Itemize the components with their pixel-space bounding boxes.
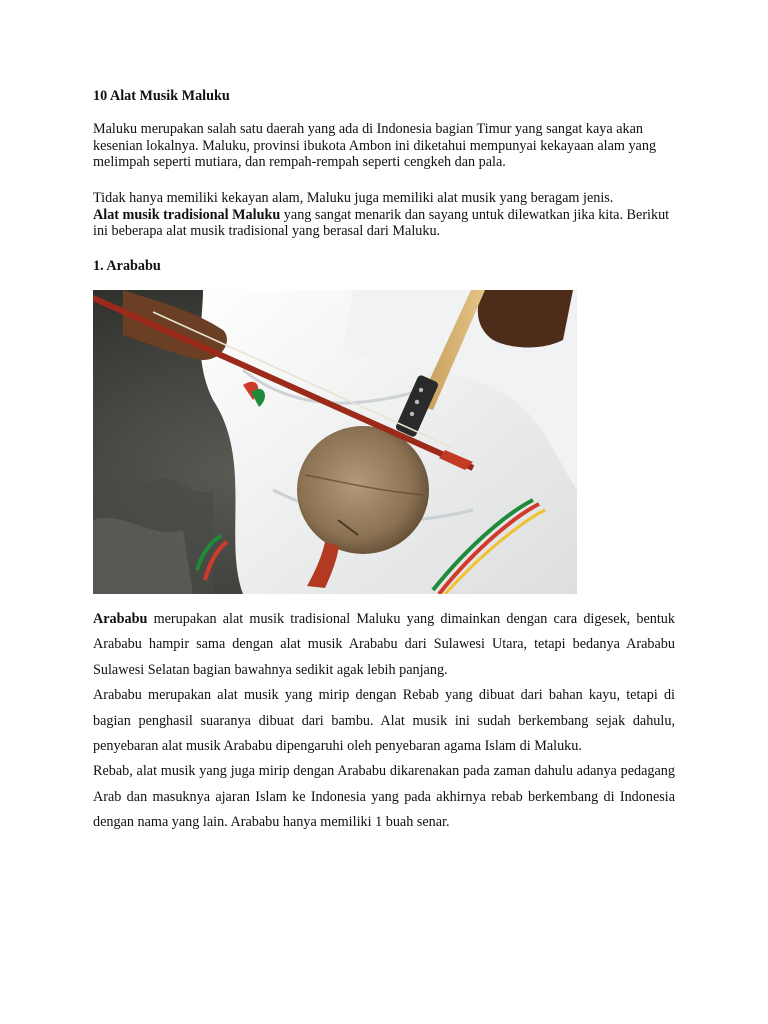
second-paragraph-line1: Tidak hanya memiliki kekayan alam, Maluku juga memiliki alat musik yang beragam jenis. xyxy=(93,190,614,206)
description-paragraph-2: Arababu merupakan alat musik yang mirip dengan Rebab yang dibuat dari bahan kayu, tetapi di bagian penghasil suaranya dibuat dari bambu. Alat musik ini sudah berkembang sejak dahulu, penyebaran alat musik Arababu dipengaruhi oleh penyebaran agama Islam di Maluku. xyxy=(93,687,675,755)
second-paragraph-bold: Alat musik tradisional Maluku xyxy=(93,206,281,223)
second-paragraph-rest: yang sangat menarik dan sayang untuk dilewatkan jika kita. Berikut ini beberapa alat musik tradisional yang berasal dari Maluku. xyxy=(93,206,670,240)
arababu-description xyxy=(93,607,675,836)
document-title: 10 Alat Musik Maluku xyxy=(93,88,230,104)
arababu-photo xyxy=(93,290,577,594)
description-p1-text: merupakan alat musik tradisional Maluku yang dimainkan dengan cara digesek, bentuk Arababu hampir sama dengan alat musik Arababu dari Sulawesi Utara, tetapi bedanya Arababu Sulawesi Selatan bagian bawahnya sedikit agak lebih panjang. xyxy=(93,611,675,678)
section-heading-arababu: 1. Arababu xyxy=(93,258,161,274)
intro-paragraph: Maluku merupakan salah satu daerah yang ada di Indonesia bagian Timur yang sangat kaya akan kesenian lokalnya. Maluku, provinsi ibukota Ambon ini diketahui mempunyai kekayaan alam yang melimpah seperti mutiara, dan rempah-rempah seperti cengkeh dan pala. xyxy=(93,121,657,171)
second-paragraph xyxy=(93,190,675,240)
description-bold-term: Arababu xyxy=(93,611,148,627)
description-paragraph-3: Rebab, alat musik yang juga mirip dengan Arababu dikarenakan pada zaman dahulu adanya pedagang Arab dan masuknya ajaran Islam ke Indonesia yang pada akhirnya rebab berkembang di Indonesia dengan nama yang lain. Arababu hanya memiliki 1 buah senar. xyxy=(93,763,675,831)
description-paragraph-1 xyxy=(93,607,675,683)
